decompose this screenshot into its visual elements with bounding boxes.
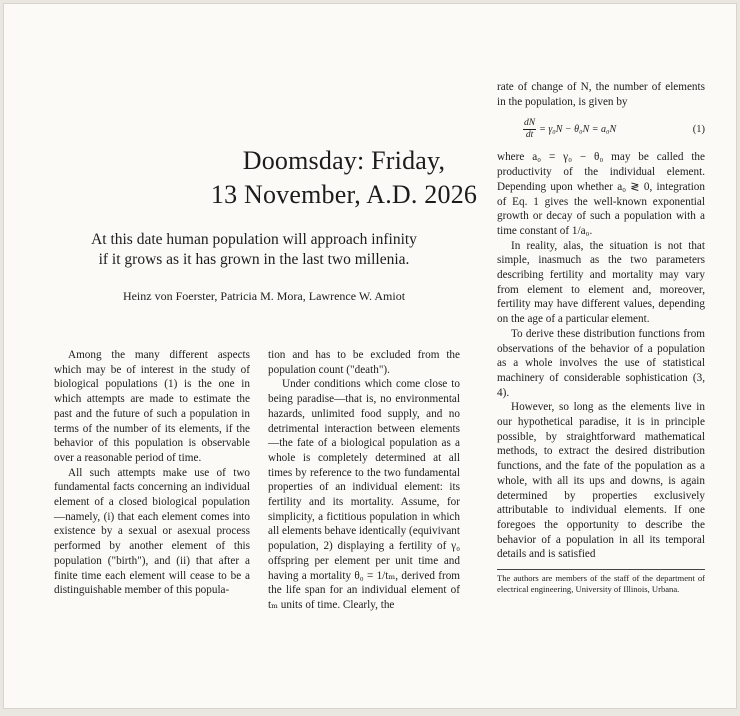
article-title xyxy=(174,144,514,212)
subtitle-line-2: if it grows as it has grown in the last two millenia. xyxy=(98,251,410,268)
paragraph: In reality, alas, the situation is not that simple, inasmuch as the two parameters describing fertility and mortality may vary from element to element and, moreover, fertility may have different values, depending on the age of a particular element. xyxy=(497,239,705,326)
title-line-1: Doomsday: Friday, xyxy=(242,146,446,175)
paragraph: However, so long as the elements live in our hypothetical paradise, it is in principle possible, by straightforward mathematical methods, to extract the desired distribution functions, and the fate of the population as a whole, with all its ups and downs, is again determined by properties exclusively attributable to individual elements. If one foregoes the opportunity to describe the behavior of a population in all its temporal details and is satisfied xyxy=(497,401,705,561)
paragraph: tion and has to be excluded from the population count ("death"). xyxy=(268,349,460,376)
text-column-3 xyxy=(497,80,705,594)
equation-rhs: = γ₀N − θ₀N = a₀N xyxy=(539,123,617,135)
paragraph: rate of change of N, the number of elements in the population, is given by xyxy=(497,81,705,108)
article-page xyxy=(4,4,736,708)
paragraph: where a₀ = γ₀ − θ₀ may be called the productivity of the individual element. Depending upon whether a₀ ≷ 0, integration of Eq. 1 gives the well-known exponential growth or decay of such a population with a time constant of 1/a₀. xyxy=(497,151,705,237)
title-line-2: 13 November, A.D. 2026 xyxy=(210,180,478,209)
paragraph: Under conditions which come close to being paradise—that is, no environmental hazards, unlimited food supply, and no detrimental interaction between elements—the fate of a biological population as a whole is completely determined at all times by reference to the two fundamental properties of an individual element: its fertility and its mortality. Assume, for simplicity, a fictitious population in which all elements behave identically (equivivant population, 2) displaying a fertility of γ₀ offspring per element per unit time and having a mortality θ₀ = 1/tₘ, derived from the life span for an individual element of tₘ units of time. Clearly, the xyxy=(268,378,460,611)
paragraph: Among the many different aspects which may be of interest in the study of biological populations (1) is the one in which attempts are made to estimate the past and the future of such a population in terms of the number of its elements, if the behavior of this population is observable over a reasonable period of time. xyxy=(54,349,250,464)
equation-body xyxy=(523,118,616,141)
footnote-divider xyxy=(497,569,705,570)
subtitle-line-1: At this date human population will approach infinity xyxy=(91,231,417,248)
article-subtitle xyxy=(54,230,454,270)
author-list: Heinz von Foerster, Patricia M. Mora, Lawrence W. Amiot xyxy=(122,289,406,303)
equation-1 xyxy=(497,118,705,141)
fraction-numerator: dN xyxy=(524,118,536,129)
text-column-2 xyxy=(268,348,460,613)
text-column-1 xyxy=(54,348,250,598)
derivative-fraction xyxy=(523,118,536,141)
paragraph: To derive these distribution functions from observations of the behavior of a population as a whole involves the use of statistical machinery of considerable sophistication (3, 4). xyxy=(497,327,705,399)
author-footnote: The authors are members of the staff of the department of electrical engineering, University of Illinois, Urbana. xyxy=(497,573,705,594)
equation-number: (1) xyxy=(692,123,705,135)
paragraph: All such attempts make use of two fundamental facts concerning an individual element of a closed biological population—namely, (i) that each element comes into existence by a sexual or asexual process performed by another element of this population ("birth"), and (ii) that after a finite time each element will cease to be a distinguishable member of this popula- xyxy=(54,466,250,597)
fraction-denominator: dt xyxy=(525,130,534,141)
